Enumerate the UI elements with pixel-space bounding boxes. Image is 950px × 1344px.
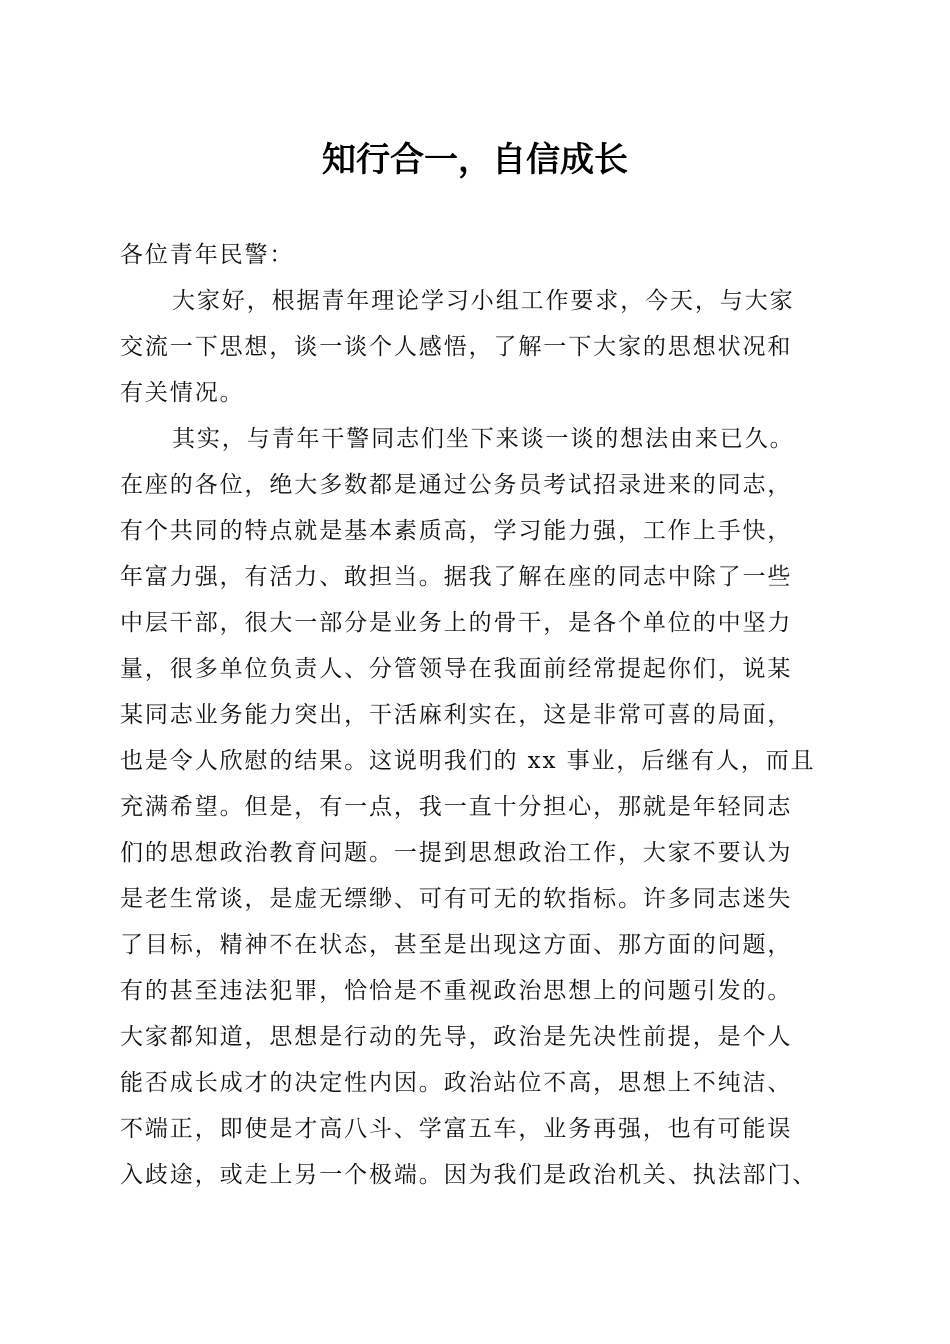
paragraph-line: 有关情况。	[120, 380, 245, 406]
paragraph-line: 了目标，精神不在状态，甚至是出现这方面、那方面的问题，	[120, 932, 793, 958]
paragraph-line: 大家好，根据青年理论学习小组工作要求，今天，与大家	[172, 288, 795, 314]
paragraph-line: 有的甚至违法犯罪，恰恰是不重视政治思想上的问题引发的。	[120, 978, 793, 1004]
paragraph-line: 充满希望。但是，有一点，我一直十分担心，那就是年轻同志	[120, 794, 793, 820]
paragraph-line: 在座的各位，绝大多数都是通过公务员考试招录进来的同志，	[120, 472, 793, 498]
paragraph-line: 其实，与青年干警同志们坐下来谈一谈的想法由来已久。	[172, 426, 795, 452]
paragraph-line: 有个共同的特点就是基本素质高，学习能力强，工作上手快，	[120, 518, 793, 544]
paragraph-line: 也是令人欣慰的结果。这说明我们的 xx 事业，后继有人，而且	[120, 748, 816, 774]
paragraph-line: 入歧途，或走上另一个极端。因为我们是政治机关、执法部门、	[120, 1162, 818, 1188]
salutation-line: 各位青年民警：	[120, 242, 295, 268]
paragraph-line: 大家都知道，思想是行动的先导，政治是先决性前提，是个人	[120, 1024, 793, 1050]
paragraph-line: 不端正，即使是才高八斗、学富五车，业务再强，也有可能误	[120, 1116, 793, 1142]
document-body	[120, 232, 840, 1198]
paragraph-line: 某同志业务能力突出，干活麻利实在，这是非常可喜的局面，	[120, 702, 793, 728]
paragraph-line: 量，很多单位负责人、分管领导在我面前经常提起你们，说某	[120, 656, 793, 682]
paragraph-line: 们的思想政治教育问题。一提到思想政治工作，大家不要认为	[120, 840, 793, 866]
paragraph-line: 能否成长成才的决定性内因。政治站位不高，思想上不纯洁、	[120, 1070, 793, 1096]
document-title: 知行合一，自信成长	[322, 140, 628, 180]
paragraph-line: 年富力强，有活力、敢担当。据我了解在座的同志中除了一些	[120, 564, 793, 590]
paragraph-line: 中层干部，很大一部分是业务上的骨干，是各个单位的中坚力	[120, 610, 793, 636]
paragraph-line: 是老生常谈，是虚无缥缈、可有可无的软指标。许多同志迷失	[120, 886, 793, 912]
paragraph-line: 交流一下思想，谈一谈个人感悟，了解一下大家的思想状况和	[120, 334, 793, 360]
